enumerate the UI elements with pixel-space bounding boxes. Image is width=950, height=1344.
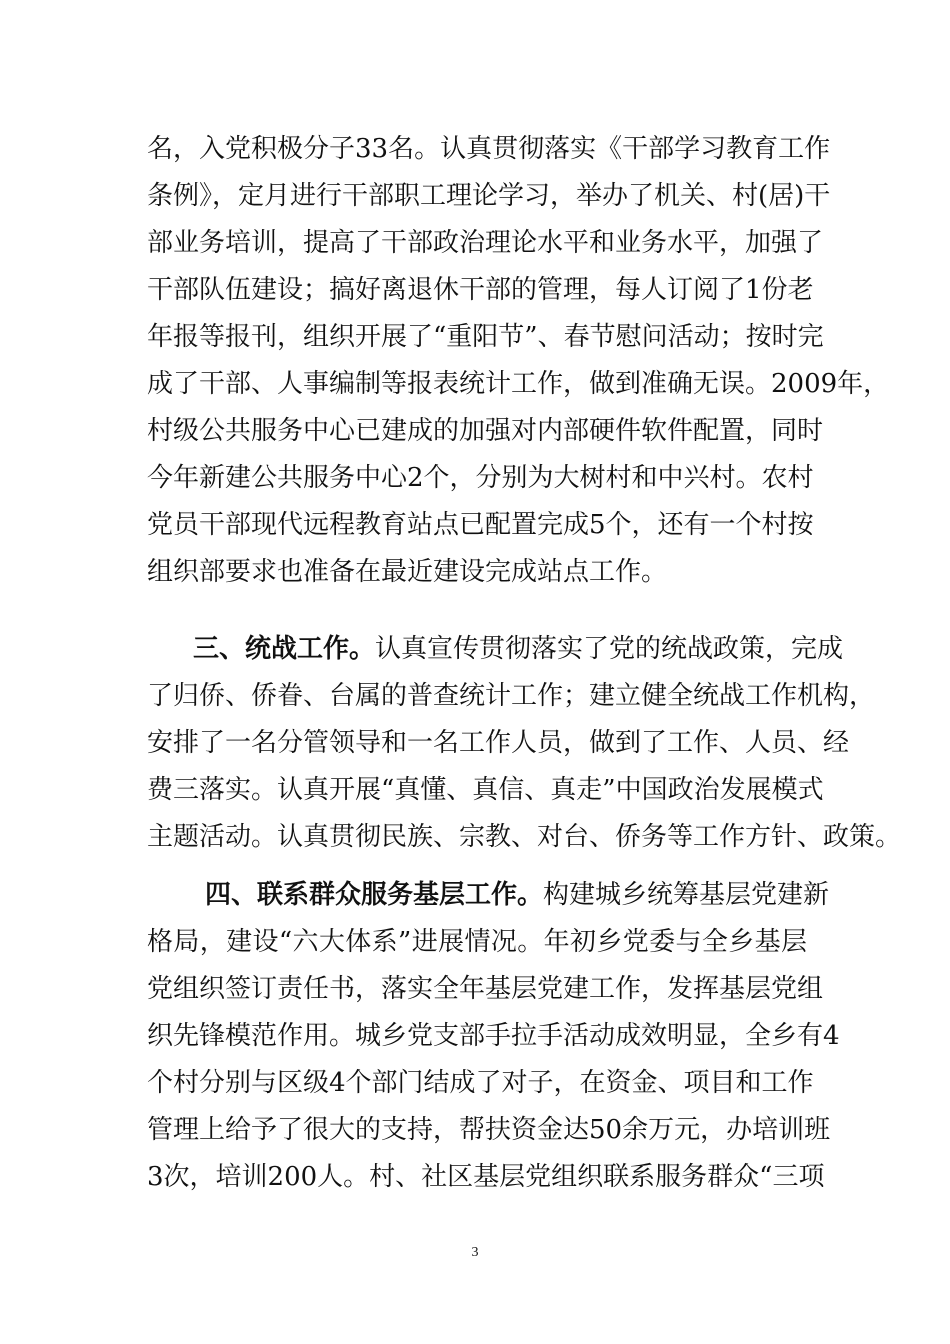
text-line: 主题活动。认真贯彻民族、宗教、对台、侨务等工作方针、政策。 [147, 822, 902, 852]
text-line: 条例》，定月进行干部职工理论学习，举办了机关、村(居)干 [147, 181, 831, 211]
paragraph-1 [147, 126, 890, 596]
text-line: 费三落实。认真开展“真懂、真信、真走”中国政治发展模式 [147, 775, 824, 805]
page-number: 3 [471, 1245, 479, 1260]
text-line: 个村分别与区级4个部门结成了对子，在资金、项目和工作 [147, 1068, 814, 1098]
section-heading-united-front: 三、统战工作。 [193, 634, 376, 664]
text-line: 管理上给予了很大的支持，帮扶资金达50余万元，办培训班 [147, 1115, 831, 1145]
text-line: 安排了一名分管领导和一名工作人员，做到了工作、人员、经 [147, 728, 850, 758]
text-line: 格局，建设“六大体系”进展情况。年初乡党委与全乡基层 [147, 927, 807, 957]
section-heading-community-service: 四、联系群众服务基层工作。 [205, 880, 544, 910]
text-line: 党组织签订责任书，落实全年基层党建工作，发挥基层党组 [147, 974, 824, 1004]
text-line: 名，入党积极分子33名。认真贯彻落实《干部学习教育工作 [147, 134, 831, 164]
text-line: 了归侨、侨眷、台属的普查统计工作；建立健全统战工作机构， [147, 681, 876, 711]
text-line [147, 626, 844, 673]
text-line: 部业务培训，提高了干部政治理论水平和业务水平，加强了 [147, 228, 824, 258]
text-line: 今年新建公共服务中心2个，分别为大树村和中兴村。农村 [147, 463, 814, 493]
text-line: 村级公共服务中心已建成的加强对内部硬件软件配置，同时 [147, 416, 824, 446]
text-line: 组织部要求也准备在最近建设完成站点工作。 [147, 557, 668, 587]
text-line: 成了干部、人事编制等报表统计工作，做到准确无误。2009年， [147, 369, 890, 399]
text-line: 3次，培训200人。村、社区基层党组织联系服务群众“三项 [147, 1162, 825, 1192]
text-line: 年报等报刊，组织开展了“重阳节”、春节慰问活动；按时完 [147, 322, 824, 352]
text-segment: 构建城乡统筹基层党建新 [543, 880, 830, 910]
paragraph-2 [147, 626, 902, 861]
paragraph-3 [147, 872, 840, 1201]
text-segment: 认真宣传贯彻落实了党的统战政策，完成 [375, 634, 844, 664]
text-line [147, 872, 830, 919]
text-line: 织先锋模范作用。城乡党支部手拉手活动成效明显，全乡有4 [147, 1021, 840, 1051]
text-line: 干部队伍建设；搞好离退休干部的管理，每人订阅了1份老 [147, 275, 814, 305]
text-line: 党员干部现代远程教育站点已配置完成5个，还有一个村按 [147, 510, 814, 540]
